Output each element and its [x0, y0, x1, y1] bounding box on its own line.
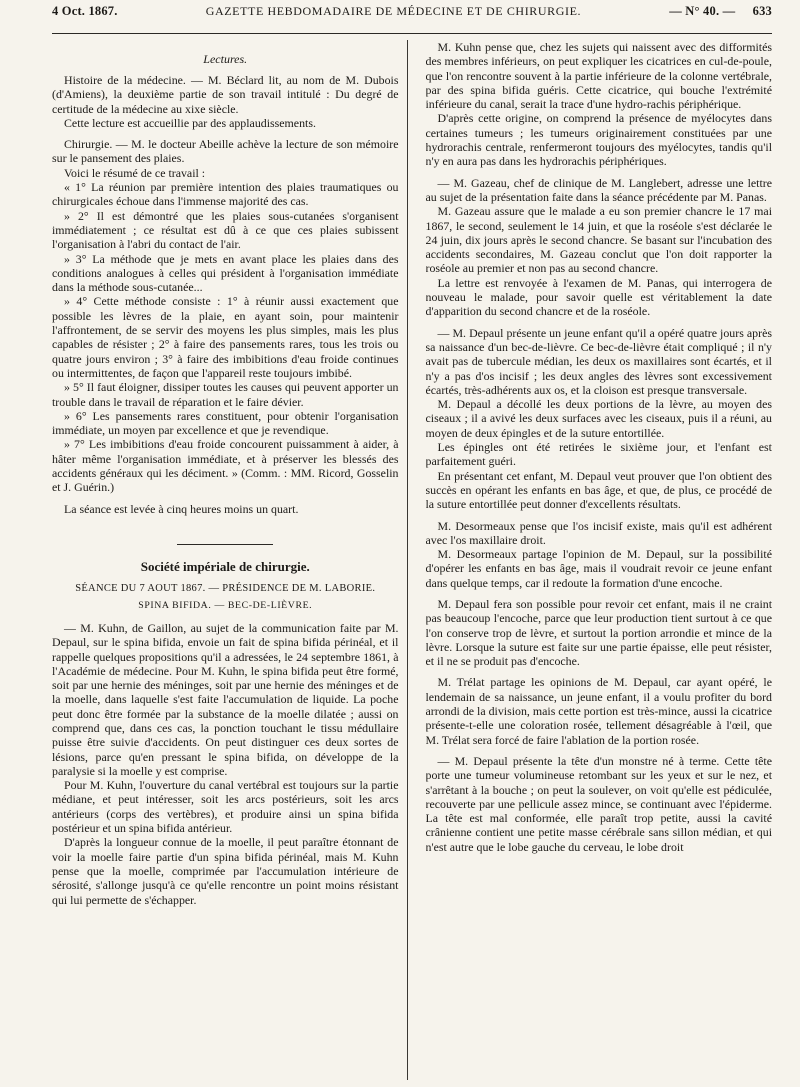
header-date: 4 Oct. 1867.	[52, 4, 118, 18]
paragraph: » 5° Il faut éloigner, dissiper toutes les causes qui peuvent apporter un trouble dans le travail de réparation et le faire dévier.	[52, 380, 399, 409]
paragraph: M. Gazeau assure que le malade a eu son premier chancre le 17 mai 1867, le second, seulement le 14 juin, et que la roséole s'est déclarée le 24 juin, dix jours après le second chancre. Se basant sur l'incubation des accidents secondaires, M. Gazeau conclut que l'on doit rapporter la roséole au premier et non pas au second chancre.	[425, 204, 772, 276]
paragraph: » 3° La méthode que je mets en avant place les plaies dans des conditions analogues à celles qui président à l'organisation immédiate dans la méthode sous-cutanée...	[52, 251, 399, 295]
seance-line: SÉANCE DU 7 AOUT 1867. — PRÉSIDENCE DE M. LABORIE.	[75, 582, 376, 594]
section-title: Lectures.	[203, 52, 248, 66]
left-column	[52, 40, 408, 1080]
paragraph: Chirurgie. — M. le docteur Abeille achève la lecture de son mémoire sur le pansement des plaies.	[52, 137, 399, 166]
paragraph: Les épingles ont été retirées le sixième jour, et l'enfant est parfaitement guéri.	[425, 440, 772, 469]
text-columns	[52, 40, 772, 1080]
paragraph: Voici le résumé de ce travail :	[64, 165, 206, 180]
paragraph: — M. Depaul présente la tête d'un monstre né à terme. Cette tête porte une tumeur volumineuse retombant sur les yeux et sur le nez, et s'arrêtant à la bouche ; on peut la soulever, on voit qu'elle est pédiculée, recouverte par une pellicule assez mince, se continuant avec l'épiderme. La tête est mal conformée, elle paraît trop petite, aussi la cavité crânienne contient une petite masse cérébrale sans sillon médian, et qui n'est autre que le lobe gauche du cerveau, le lobe droit	[425, 753, 772, 854]
paragraph: M. Depaul a décollé les deux portions de la lèvre, au moyen des ciseaux ; il a avivé les deux surfaces avec les ciseaux, puis il a réuni, au moyen de deux épingles et de la suture entortillée.	[425, 397, 772, 440]
page-header	[52, 0, 772, 34]
paragraph: M. Desormeaux partage l'opinion de M. Depaul, sur la possibilité d'opérer les enfants en bas âge, mais il voudrait revoir ce jeune enfant dans quelque temps, car il redoute la formation d'une encoche.	[425, 547, 772, 590]
paragraph: — M. Depaul présente un jeune enfant qu'il a opéré quatre jours après sa naissance d'un bec-de-lièvre. Ce bec-de-lièvre était compliqué ; il n'y avait pas de tubercule médian, les deux os maxillaires sont écartés, et il n'y a pas d'os incisif ; les deux angles des lèvres sont excessivement écartés, très-adhérents aux os, et la cloison est presque transversale.	[425, 325, 772, 397]
page-number: 633	[752, 4, 772, 18]
paragraph: La séance est levée à cinq heures moins un quart.	[64, 501, 299, 516]
paragraph: — M. Kuhn, de Gaillon, au sujet de la communication faite par M. Depaul, sur le spina bifida, envoie un fait de spina bifida périnéal, et il rappelle quelques propositions qu'il a adressées, le 24 septembre 1861, à l'Académie de médecine. Pour M. Kuhn, le spina bifida peut être formé, soit par une hernie des méninges, soit par une hernie des méninges et de la moelle, dans laquelle s'est faite l'accumulation de liquide. La poche peut donc être formée par la substance de la moelle dilatée ; aussi on comprend que, dans ces cas, la ponction touchant le tissu médullaire puisse être suivie d'accidents. On peut distinguer ces deux sortes de lésions, parce qu'en pressant le spina bifida, on développe de la paralysie si la moelle y est comprise.	[52, 620, 399, 778]
paragraph: Cette lecture est accueillie par des applaudissements.	[64, 115, 316, 130]
society-title: Société impériale de chirurgie.	[140, 558, 310, 574]
journal-title: GAZETTE HEBDOMADAIRE DE MÉDECINE ET DE CHIRURGIE.	[205, 4, 582, 18]
paragraph: La lettre est renvoyée à l'examen de M. Panas, qui interrogera de nouveau le malade, pour savoir quelle est véritablement la date d'apparition du second chancre et de la roséole.	[425, 275, 772, 319]
paragraph: « 1° La réunion par première intention des plaies traumatiques ou chirurgicales échoue dans l'immense majorité des cas.	[52, 180, 399, 209]
paragraph: D'après cette origine, on comprend la présence de myélocytes dans certaines tumeurs ; les tumeurs originairement constituées par une hydrorachis centrale, renfermeront toujours des myélocytes, tandis qu'il n'y en aura pas dans les hydrorachis périphériques.	[425, 111, 772, 169]
paragraph: » 7° Les imbibitions d'eau froide concourent puissamment à aider, à hâter même l'organisation immédiate, et à préserver les blessés des accidents généraux qui les déciment. » (Comm. : MM. Ricord, Gosselin et J. Guérin.)	[52, 437, 399, 495]
paragraph: M. Trélat partage les opinions de M. Depaul, car ayant opéré, le lendemain de sa naissance, un jeune enfant, il a voulu profiter du bord arrondi de la division, mais cette portion est très-mince, aussi la cicatrice présente-t-elle une coloration rosée, tellement désagréable à l'œil, que M. Trélat sera forcé de faire l'ablation de la portion rosée.	[425, 675, 772, 747]
paragraph: M. Depaul fera son possible pour revoir cet enfant, mais il ne craint pas beaucoup l'encoche, parce que leur production tient surtout à ce que l'on conserve trop de lèvre, et surtout la portion arrondie et mince de la lèvre. Lorsque la suture est faite sur une partie épaisse, elle peut résister, et il ne se produit pas d'encoche.	[425, 596, 772, 669]
paragraph: — M. Gazeau, chef de clinique de M. Langlebert, adresse une lettre au sujet de la présentation faite dans la séance précédente par M. Panas.	[425, 175, 772, 204]
paragraph: » 2° Il est démontré que les plaies sous-cutanées s'organisent immédiatement ; ce résultat est dû à ce que ces plaies subissent l'organisation à l'abri du contact de l'air.	[52, 208, 399, 252]
issue-number: — N° 40. —	[669, 4, 736, 18]
paragraph: M. Kuhn pense que, chez les sujets qui naissent avec des difformités des membres inférieurs, on peut expliquer les cicatrices en cul-de-poule, que l'on rencontre souvent à la partie inférieure de la colonne vertébrale, par des spina bifida guéris. Cette cicatrice, qui bouche l'extrémité inférieure du canal, serait la trace d'une hydro-rachis périphérique.	[425, 40, 772, 112]
paragraph: M. Desormeaux pense que l'os incisif existe, mais qu'il est adhérent avec l'os maxillaire droit.	[425, 518, 772, 547]
paragraph: » 6° Les pansements rares constituent, pour obtenir l'organisation immédiate, un moyen par excellence et que je revendique.	[52, 408, 399, 438]
paragraph: En présentant cet enfant, M. Depaul veut prouver que l'on obtient des succès en opérant les enfants en bas âge, et que, de plus, ce procédé de la suture entortillée peut donner d'excellents résultats.	[425, 468, 772, 512]
topic-line: SPINA BIFIDA. — BEC-DE-LIÈVRE.	[138, 599, 313, 611]
paragraph: » 4° Cette méthode consiste : 1° à réunir aussi exactement que possible les lèvres de la plaie, en ayant soin, pour maintenir l'affrontement, de se servir des moyens les plus simples, mais les plus capables de résister ; 2° à faire des pansements rares, tous les trois ou quatre jours environ ; 3° à faire des imbibitions d'eau froide continues ou intermittentes, de façon que l'appareil reste toujours imbibé.	[52, 294, 399, 380]
right-column	[426, 40, 773, 1080]
paragraph: D'après la longueur connue de la moelle, il peut paraître étonnant de voir la moelle faire partie d'un spina bifida périnéal, mais M. Kuhn pense que la moelle, comprimée par l'accumulation intérieure de sérosité, s'allonge jusqu'à ce qu'elle rencontre un point moins résistant qui lui permette de s'échapper.	[52, 835, 399, 907]
paragraph: Pour M. Kuhn, l'ouverture du canal vertébral est toujours sur la partie médiane, et peut intéresser, soit les arcs postérieurs, soit les arcs antérieurs (corps des vertèbres), et produire ainsi un spina bifida postérieur et un spina bifida antérieur.	[52, 778, 399, 836]
paragraph: Histoire de la médecine. — M. Béclard lit, au nom de M. Dubois (d'Amiens), la deuxième partie de son travail intitulé : Du degré de certitude de la médecine au xixe siècle.	[52, 73, 399, 116]
section-divider	[177, 544, 273, 545]
